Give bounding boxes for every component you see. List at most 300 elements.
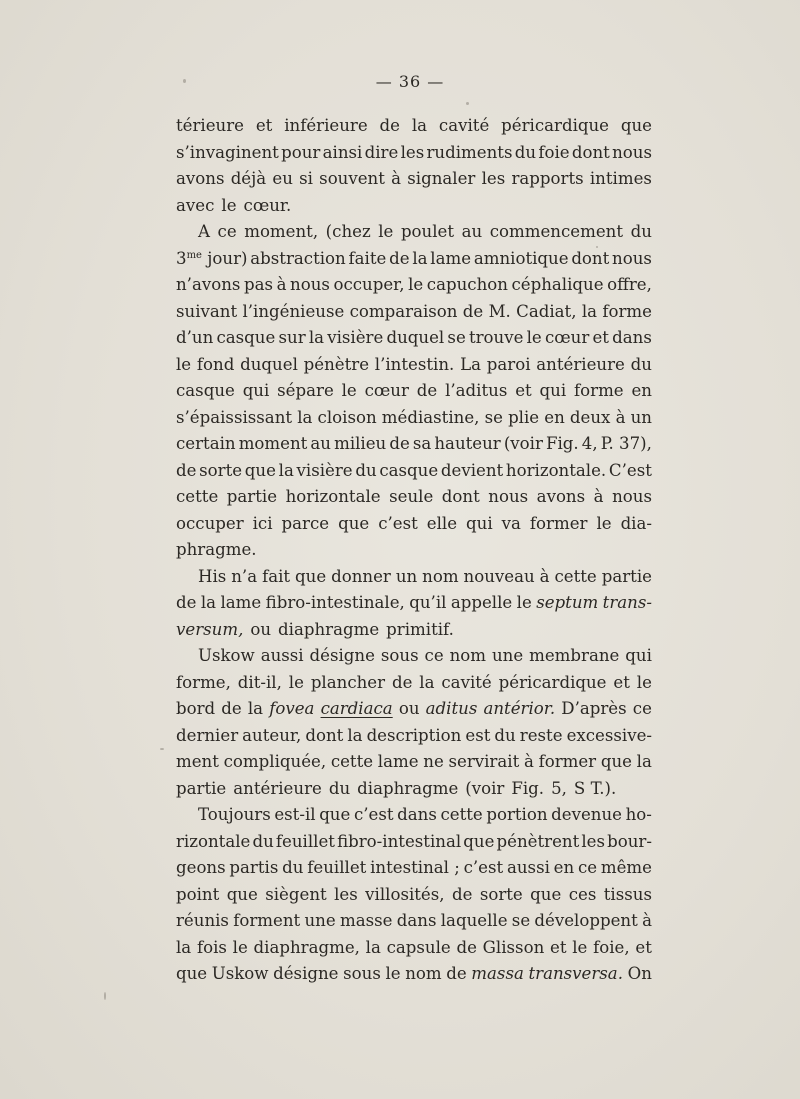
word: nom [422,566,459,586]
word: moment, [244,222,319,241]
word: que [226,884,258,904]
word: poulet [400,222,455,241]
text-line [176,166,652,193]
word: de [379,116,400,135]
text-line [176,961,652,988]
word: La [460,354,481,374]
word: l’aditus [445,381,508,400]
word: amniotique [473,248,569,268]
word: se [484,407,503,427]
word: donner [331,566,391,586]
word: une [491,646,524,665]
word: dans [612,328,652,347]
word: hauteur [434,434,501,453]
word: le [526,328,542,347]
word: cette [440,805,483,824]
word: antérior. [483,699,556,718]
text-line [176,802,652,829]
word: du [282,858,304,877]
word: le [341,381,357,400]
word: les [400,142,425,162]
word: rizontale [176,831,251,851]
word: à [276,275,287,294]
word: fibro-intestinal [337,831,462,851]
word: nous [612,142,652,162]
word: le [596,513,612,533]
word: cavité [441,672,492,692]
word: intimes [589,169,652,188]
word: que [176,964,208,983]
word: c’est [378,513,418,533]
word: du [630,222,652,241]
word: His [198,566,227,586]
word: plancher [310,672,386,692]
word: ce [217,222,237,241]
text-line [176,405,652,432]
word: ainsi [322,142,363,162]
word: inférieure [284,116,368,135]
word: 4, [581,434,598,453]
word: s’invaginent [176,142,279,162]
word: aussi [506,858,550,877]
word: de [176,460,197,480]
word: ho- [625,805,652,824]
word: pénètre [303,354,370,374]
word: description [366,725,462,745]
word: elle [426,513,458,533]
text-line [176,696,652,723]
word: fovea [269,699,315,718]
word: D’après [561,699,627,718]
word: et [613,672,630,692]
word: ne [423,752,444,771]
text-line [176,113,652,140]
word: s’épaississant [176,407,293,427]
text-line [176,511,652,538]
word: aditus [425,699,478,718]
word: médiastine, [381,407,480,427]
word: intestinal ; [370,858,460,877]
word: l’ingénieuse [242,301,345,321]
word: la [308,328,325,347]
word: désigne [309,646,375,665]
word: la [411,116,428,135]
word: A [198,222,210,241]
word: avons [536,487,586,506]
text-line [176,378,652,405]
word: la [200,593,217,612]
word: antérieure [233,778,322,798]
word: septum [536,593,599,612]
word: excessive- [566,725,652,745]
word: sorte [199,460,243,480]
word: ce [424,646,444,665]
word: milieu [334,434,387,453]
word: dans [396,911,437,930]
word: n’avons [176,275,241,294]
word: le [572,937,588,957]
word: la [636,752,652,771]
word: de [416,381,438,400]
word: et [255,116,273,135]
word: devenue [551,805,622,824]
text-line [176,670,652,697]
word: n’a [231,566,258,586]
word: à [593,487,604,506]
word: de [451,884,473,904]
word: former [538,752,597,771]
word: qui [625,646,652,665]
word: du [355,460,377,480]
word: casque [216,328,276,347]
word: que [530,884,562,904]
word: comparaison [349,301,458,321]
word: cloison [317,407,377,427]
word: suivant [176,301,238,321]
word: dernier [176,725,239,745]
word: diaphragme [357,778,459,798]
word: phragme. [176,540,257,559]
word: de [391,672,413,692]
page-number: — 36 — [375,72,445,91]
word: geons [176,858,226,877]
word: servirait [448,752,520,771]
text-line [176,140,652,167]
word: sous [343,964,381,983]
word: au [310,434,331,453]
word: massa [471,964,524,983]
word: est [465,725,491,745]
word: dont [441,487,480,506]
word: cette [554,566,597,586]
word: que [463,831,495,851]
word: trans- [602,593,652,612]
word: Toujours [198,805,271,824]
word: dont [571,142,610,162]
word: P. 37), [600,434,652,453]
text-line [176,935,652,962]
paper-speck [183,79,186,83]
word: avons [176,169,225,188]
paper-speck [104,992,106,1000]
word: duquel [240,354,298,374]
word: ment [176,752,219,771]
word: signaler [407,169,476,188]
word: fait [262,566,291,586]
word: On [627,964,652,983]
word: partis [229,858,279,877]
word: deux [569,407,611,427]
word: un [395,566,418,586]
word: ce [577,858,598,877]
word: va [501,513,521,533]
word: occuper [176,513,244,533]
text-line [176,352,652,379]
text-line [176,723,652,750]
word: dit-il, [237,672,282,692]
word: la [412,248,428,268]
word: 5, [551,778,567,798]
word: partie [601,566,652,586]
word: diaphragme [278,619,380,639]
word: dont [305,725,344,745]
word: visière [296,460,353,480]
word: pas [243,275,274,294]
text-line [176,325,652,352]
word: une [304,911,336,930]
word: forme [602,301,652,321]
word: en [553,858,575,877]
word: M. [488,301,511,321]
word: sépare [277,381,334,400]
word: désigne [273,964,339,983]
word: trouve [468,328,524,347]
word: villosités, [365,884,445,904]
word: rudiments [426,142,513,162]
text-line [176,537,652,564]
word: feuillet [275,831,335,851]
word: un [630,407,652,427]
word: du [252,831,274,851]
word: bour- [607,831,652,851]
word: céphalique [511,275,604,294]
word: casque [379,460,439,480]
word: la [365,937,381,957]
word: lame [220,593,262,612]
word: former [529,513,588,533]
word: sur [278,328,306,347]
word: le [176,354,192,374]
word: masse [339,911,393,930]
paper-speck [160,748,164,750]
word: auteur, [242,725,302,745]
text-line [176,829,652,856]
word: certain [176,434,236,453]
word: visière [327,328,384,347]
word: l’intestin. [374,354,455,374]
word: duquel [386,328,445,347]
word: de [462,301,484,321]
word: laquelle [440,911,508,930]
word: à [523,752,534,771]
word: membrane [529,646,620,665]
word: bord [176,699,216,718]
word: forme, [176,672,231,692]
word: diaphragme, [253,937,360,957]
word: déjà [230,169,267,188]
word: se [447,328,466,347]
word: le [221,195,237,215]
word: le [408,275,424,294]
word: que [295,566,327,586]
word: transversa. [528,964,623,983]
word: la [297,407,313,427]
word: et [515,381,532,400]
word: de [389,434,410,453]
word: appelle [450,593,513,612]
word: cardiaca [320,699,393,718]
word: développent [534,911,638,930]
word: nous [612,487,652,506]
word: sous [380,646,419,665]
text-line [176,908,652,935]
word: parce [281,513,330,533]
word: térieure [176,116,244,135]
word: pour [281,142,321,162]
word: la [419,672,435,692]
word: même [600,858,652,877]
word: casque [176,381,235,400]
word: cavité [438,116,490,135]
word: de [389,248,410,268]
word: ou [398,699,420,718]
word: compliquée, [223,752,327,771]
paper-speck [466,102,469,105]
text-line [176,749,652,776]
word: faite [348,248,387,268]
word: Fig. [545,434,579,453]
word: à [642,911,652,930]
word: fond [196,354,235,374]
word: qu’il [409,593,447,612]
word: dont [571,248,610,268]
word: antérieure [536,354,625,374]
word: de [456,937,477,957]
word: rapports [511,169,584,188]
text-line [176,299,652,326]
word: horizontale. [505,460,607,480]
word: avec [176,195,215,215]
word: forment [233,911,301,930]
paper-speck [596,246,598,248]
word: qui [466,513,493,533]
word: Glisson [482,937,545,957]
word: et [635,937,652,957]
word: ou [250,619,272,639]
word: du [328,778,351,798]
word: (voir [503,434,543,453]
word: le [232,937,248,957]
word: eu [272,169,293,188]
word: la [176,937,192,957]
word: partie [176,778,227,798]
word: est-il [274,805,316,824]
word: foie [538,142,570,162]
text-line [176,643,652,670]
word: lame [377,752,419,771]
text-line [176,590,652,617]
text-line [176,882,652,909]
word: que [338,513,370,533]
word: le [385,964,401,983]
word: qui [242,381,270,400]
text-line [176,617,652,644]
word: forme [574,381,624,400]
word: sorte [479,884,523,904]
word: en [631,381,652,400]
word: à [391,169,402,188]
word: se [511,911,531,930]
word: partie [226,487,278,506]
word: nous [290,275,330,294]
word: la [581,301,598,321]
text-line [176,484,652,511]
word: nous [612,248,652,268]
text-line [176,246,652,273]
word: du [494,725,516,745]
word: pénètrent [496,831,580,851]
word: plie [508,407,540,427]
word: que [319,805,351,824]
text-line [176,219,652,246]
word: à [539,566,550,586]
word: S T.). [573,778,617,798]
word: la [347,725,363,745]
word: le [378,222,394,241]
word: d’un [176,328,214,347]
word: que [244,460,276,480]
word: cette [176,487,219,506]
word: fibro-intestinale, [265,593,405,612]
word: (chez [325,222,371,241]
word: en [544,407,565,427]
word: dia- [620,513,652,533]
word: les [334,884,358,904]
word: les [481,169,506,188]
word: ici [252,513,273,533]
word: capuchon [426,275,508,294]
word: c’est [463,858,504,877]
word: Cadiat, [516,301,577,321]
word: réunis [176,911,229,930]
word: abstraction [250,248,346,268]
body-text [176,113,652,988]
word: souvent [319,169,385,188]
word: Fig. [511,778,545,798]
word: capsule [386,937,451,957]
word: Uskow [211,964,269,983]
word: nom [405,964,442,983]
word: aussi [260,646,304,665]
word: de [176,593,197,612]
word: cœur. [243,195,292,215]
word: siègent [265,884,327,904]
word: offre, [607,275,652,294]
word: seule [389,487,434,506]
word: lame [430,248,472,268]
word: péricardique [498,672,607,692]
text-line [176,564,652,591]
text-line [176,431,652,458]
word: portion [486,805,548,824]
word: occuper, [333,275,405,294]
word: nous [488,487,529,506]
word: et [550,937,567,957]
word: dire [364,142,399,162]
word: paroi [486,354,531,374]
text-line [176,776,652,803]
word: le [516,593,532,612]
word: qui [539,381,567,400]
word: fois [196,937,227,957]
word: du [514,142,537,162]
word: tissus [603,884,652,904]
word: que [620,116,652,135]
word: au [461,222,483,241]
word: cette [330,752,374,771]
word: point [176,884,220,904]
word: les [581,831,606,851]
